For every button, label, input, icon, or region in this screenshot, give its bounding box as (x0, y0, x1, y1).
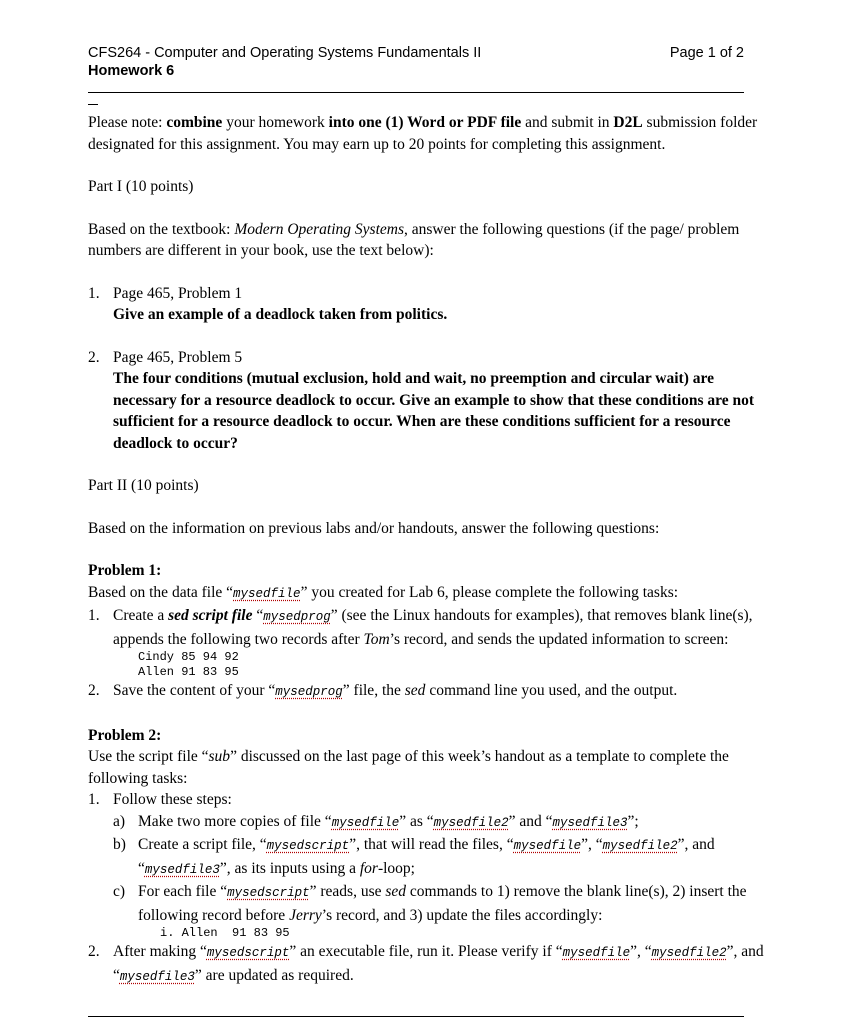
problem1-item-1: 1. Create a sed script file “mysedprog” (see the Linux handouts for examples), that removes blank line(s), appends the following two records after Tom’s record, and sends the updated information to screen: Cindy 85 94 92 Allen 91 83 95 (88, 605, 768, 680)
part1-question-1: 1. Page 465, Problem 1 Give an example of a deadlock taken from politics. (88, 284, 448, 323)
header-rule (88, 92, 744, 93)
problem2-step-b: b) Create a script file, “mysedscript”, that will read the files, “mysedfile”, “mysedfile2”, and “mysedfile3”, as its inputs using a for-loop; (113, 836, 715, 877)
homework-title: Homework 6 (88, 63, 175, 79)
code-line: i. Allen 91 83 95 (160, 926, 290, 940)
problem2-lead: Use the script file “sub” discussed on the last page of this week’s handout as a template to complete the following tasks: (88, 748, 729, 787)
part1-lead: Based on the textbook: Modern Operating Systems, answer the following questions (if the page/ problem numbers are different in your book, use the text below): (88, 220, 740, 259)
problem2-step-a: a) Make two more copies of file “mysedfile” as “mysedfile2” and “mysedfile3”; (113, 812, 639, 830)
course-title: CFS264 - Computer and Operating Systems Fundamentals II (88, 45, 482, 61)
filename: mysedscript (266, 839, 350, 853)
dash-mark (88, 104, 98, 105)
filename: mysedfile2 (602, 839, 678, 853)
problem1-item-2: 2. Save the content of your “mysedprog” file, the sed command line you used, and the output. (88, 682, 678, 699)
intro-paragraph: Please note: combine your homework into one (1) Word or PDF file and submit in D2L submission folder designated for this assignment. You may earn up to 20 points for completing this assignment. (88, 114, 758, 153)
page-number: Page 1 of 2 (669, 45, 744, 61)
filename: mysedscript (206, 946, 290, 960)
filename: mysedfile2 (651, 946, 727, 960)
part2-title: Part II (10 points) (88, 477, 199, 494)
filename: mysedfile (331, 815, 400, 830)
filename: mysedprog (275, 685, 343, 699)
part1-question-2: 2. Page 465, Problem 5 The four conditions (mutual exclusion, hold and wait, no preemption and circular wait) are necessary for a resource deadlock to occur. Give an example to show that these conditions are not sufficient for a resource deadlock to occur. When are these conditions sufficient for a resource deadlock to occur? (88, 348, 755, 452)
filename: mysedfile3 (144, 862, 220, 877)
problem2-item-2: 2. After making “mysedscript” an executable file, run it. Please verify if “mysedfile”, “mysedfile2”, and “mysedfile3” are updated as required. (88, 943, 764, 984)
code-line: Cindy 85 94 92 (138, 650, 239, 664)
filename: mysedfile (233, 586, 301, 601)
filename: mysedfile2 (433, 815, 509, 830)
part2-lead: Based on the information on previous labs and/or handouts, answer the following questions: (88, 519, 660, 537)
problem2-step-c: c) For each file “mysedscript” reads, use sed commands to 1) remove the blank line(s), 2) insert the following record before Jerry’s record, and 3) update the files accordingly: i. Allen 91 83 95 (88, 881, 768, 941)
footer-rule (88, 1016, 744, 1017)
problem2-item-1: 1. Follow these steps: (88, 791, 232, 808)
problem2-title: Problem 2: (88, 726, 162, 744)
filename: mysedfile (562, 946, 631, 960)
filename: mysedfile3 (552, 815, 628, 830)
problem1-title: Problem 1: (88, 562, 162, 579)
filename: mysedfile (513, 839, 582, 853)
problem1-lead: Based on the data file “mysedfile” you created for Lab 6, please complete the following tasks: (88, 583, 679, 601)
document-body (88, 112, 768, 988)
filename: mysedscript (227, 886, 310, 900)
code-line: Allen 91 83 95 (138, 665, 239, 679)
filename: mysedprog (263, 610, 331, 624)
part1-title: Part I (10 points) (88, 178, 194, 195)
filename: mysedfile3 (119, 969, 195, 984)
